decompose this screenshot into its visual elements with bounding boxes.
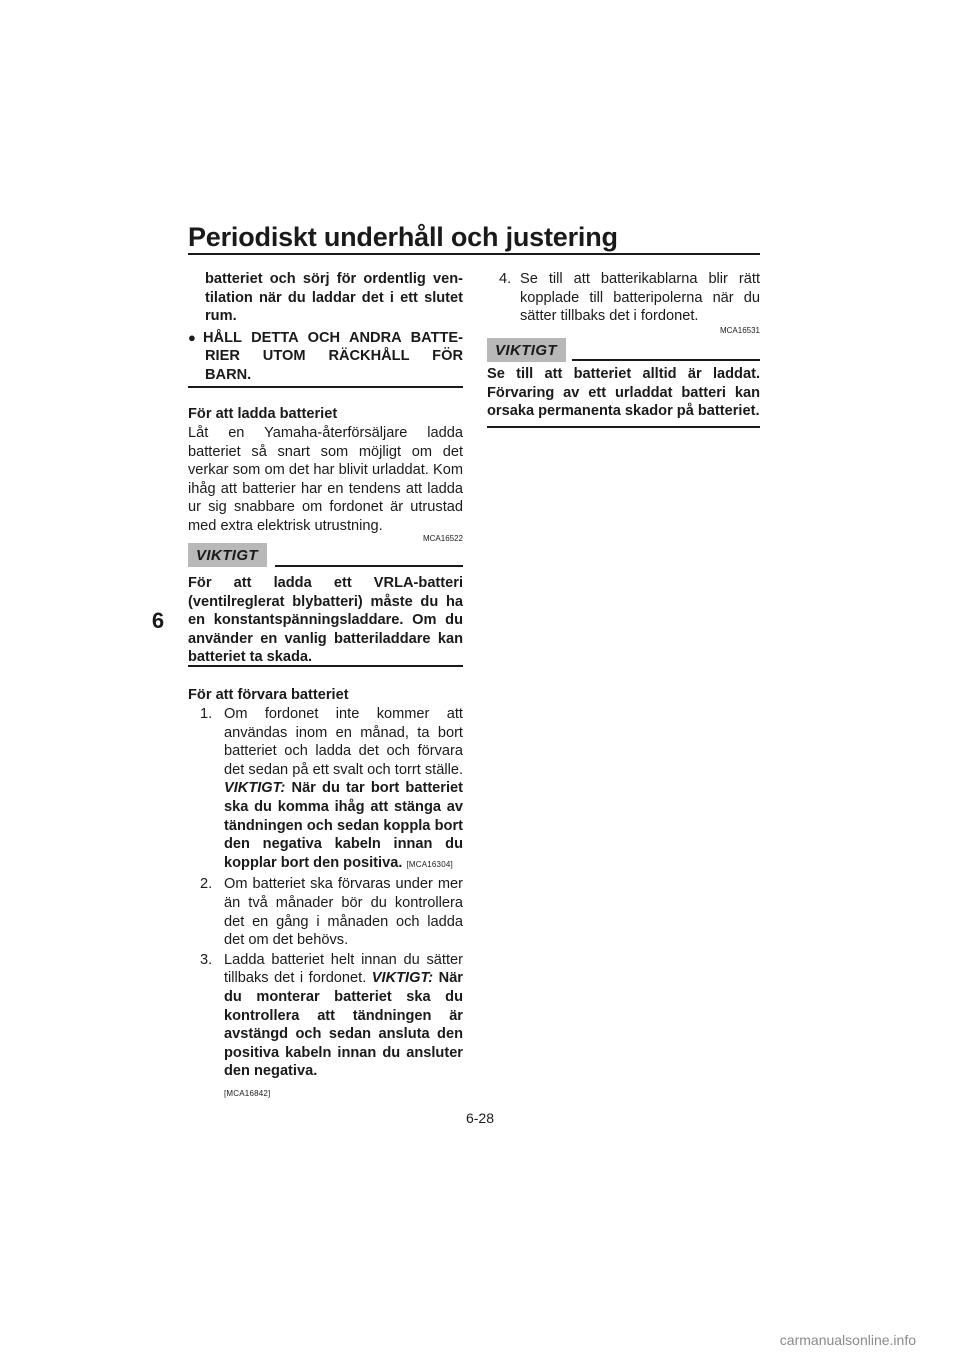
list-text: Om batteriet ska förvaras under mer än två månader bör du kontrollera det en gång i månaden och ladda det om det behövs. (224, 876, 463, 949)
watermark: carmanualsonline.info (779, 1332, 916, 1348)
list-number: 1. (200, 706, 213, 722)
reference-code: [MCA16304] (406, 859, 453, 869)
reference-code: [MCA16842] (224, 1088, 271, 1098)
viktigt-inline: VIKTIGT: (224, 780, 286, 797)
list-item (200, 951, 463, 1104)
page-number: 6-28 (465, 1110, 495, 1126)
title-divider (188, 253, 760, 255)
viktigt-badge: VIKTIGT (188, 543, 267, 567)
warning-line: rum. (205, 308, 237, 325)
warning-end-rule (188, 386, 463, 388)
viktigt-end-rule (188, 665, 463, 667)
warning-line: batteriet och sörj för ordentlig ven- (205, 271, 463, 287)
viktigt-text: För att ladda ett VRLA-batteri (ventilreglerat blybatteri) måste du ha en konstantspänningsladdare. Om du använder en vanlig batteriladdare kan batteriet ta skada. (188, 575, 463, 666)
list-number: 2. (200, 876, 213, 893)
list-bold-text: När du tar bort batteriet ska du komma ihåg att stänga av tändningen och sedan koppla bort den negativa kabeln innan du kopplar bort den positiva. (224, 780, 464, 871)
list-text: Om fordonet inte kommer att användas inom en månad, ta bort batteriet och ladda det och förvara det sedan på ett svalt och torrt ställe. (224, 706, 463, 778)
viktigt-text: Se till att batteriet alltid är laddat. Förvaring av ett urladdat batteri kan orsaka permanenta skador på batteriet. (487, 366, 760, 420)
bullet-dot-icon: ● (188, 329, 196, 345)
list-item (499, 270, 760, 326)
viktigt-rule (572, 359, 760, 361)
chapter-tab: 6 (151, 608, 165, 633)
warning-line: BARN. (205, 366, 252, 383)
store-list (200, 705, 463, 1103)
warning-line: RIER UTOM RÄCKHÅLL FÖR (205, 348, 463, 365)
warning-line: HÅLL DETTA OCH ANDRA BATTE- (203, 329, 463, 346)
list-number: 3. (200, 951, 213, 968)
viktigt-end-rule (487, 426, 760, 428)
store-heading: För att förvara batteriet (188, 687, 349, 703)
list-number: 4. (499, 271, 512, 287)
page-title: Periodiskt underhåll och justering (188, 222, 618, 252)
list-bold-text: När du monterar batteriet ska du kontrollera att tändningen är avstängd och sedan ansluta den positiva kabeln innan du ansluter den negativa. (224, 970, 463, 1080)
list-item (200, 705, 463, 874)
viktigt-inline: VIKTIGT: (371, 970, 434, 987)
warning-continuation (188, 270, 463, 385)
charge-paragraph: Låt en Yamaha-återförsäljare ladda batteriet så snart som möjligt om det verkar som om det har blivit urladdat. Kom ihåg att batterier har en tendens att ladda ur sig snabbare om fordonet är utrustad med extra elektrisk utrustning. (188, 425, 463, 534)
reference-code: MCA16522 (422, 534, 463, 543)
list-item (200, 875, 463, 949)
warning-line: tilation när du laddar det i ett slutet (205, 289, 463, 306)
list-text: Ladda batteriet helt innan du sätter tillbaks det i fordonet. (224, 951, 463, 987)
viktigt-badge: VIKTIGT (487, 338, 566, 362)
reference-code: MCA16531 (719, 326, 760, 335)
warning-bullet (188, 329, 463, 385)
charge-heading: För att ladda batteriet (188, 406, 338, 422)
list-text: Se till att batterikablarna blir rätt kopplade till batteripolerna när du sätter tillbaks det i fordonet. (520, 271, 760, 325)
viktigt-rule (275, 565, 463, 567)
